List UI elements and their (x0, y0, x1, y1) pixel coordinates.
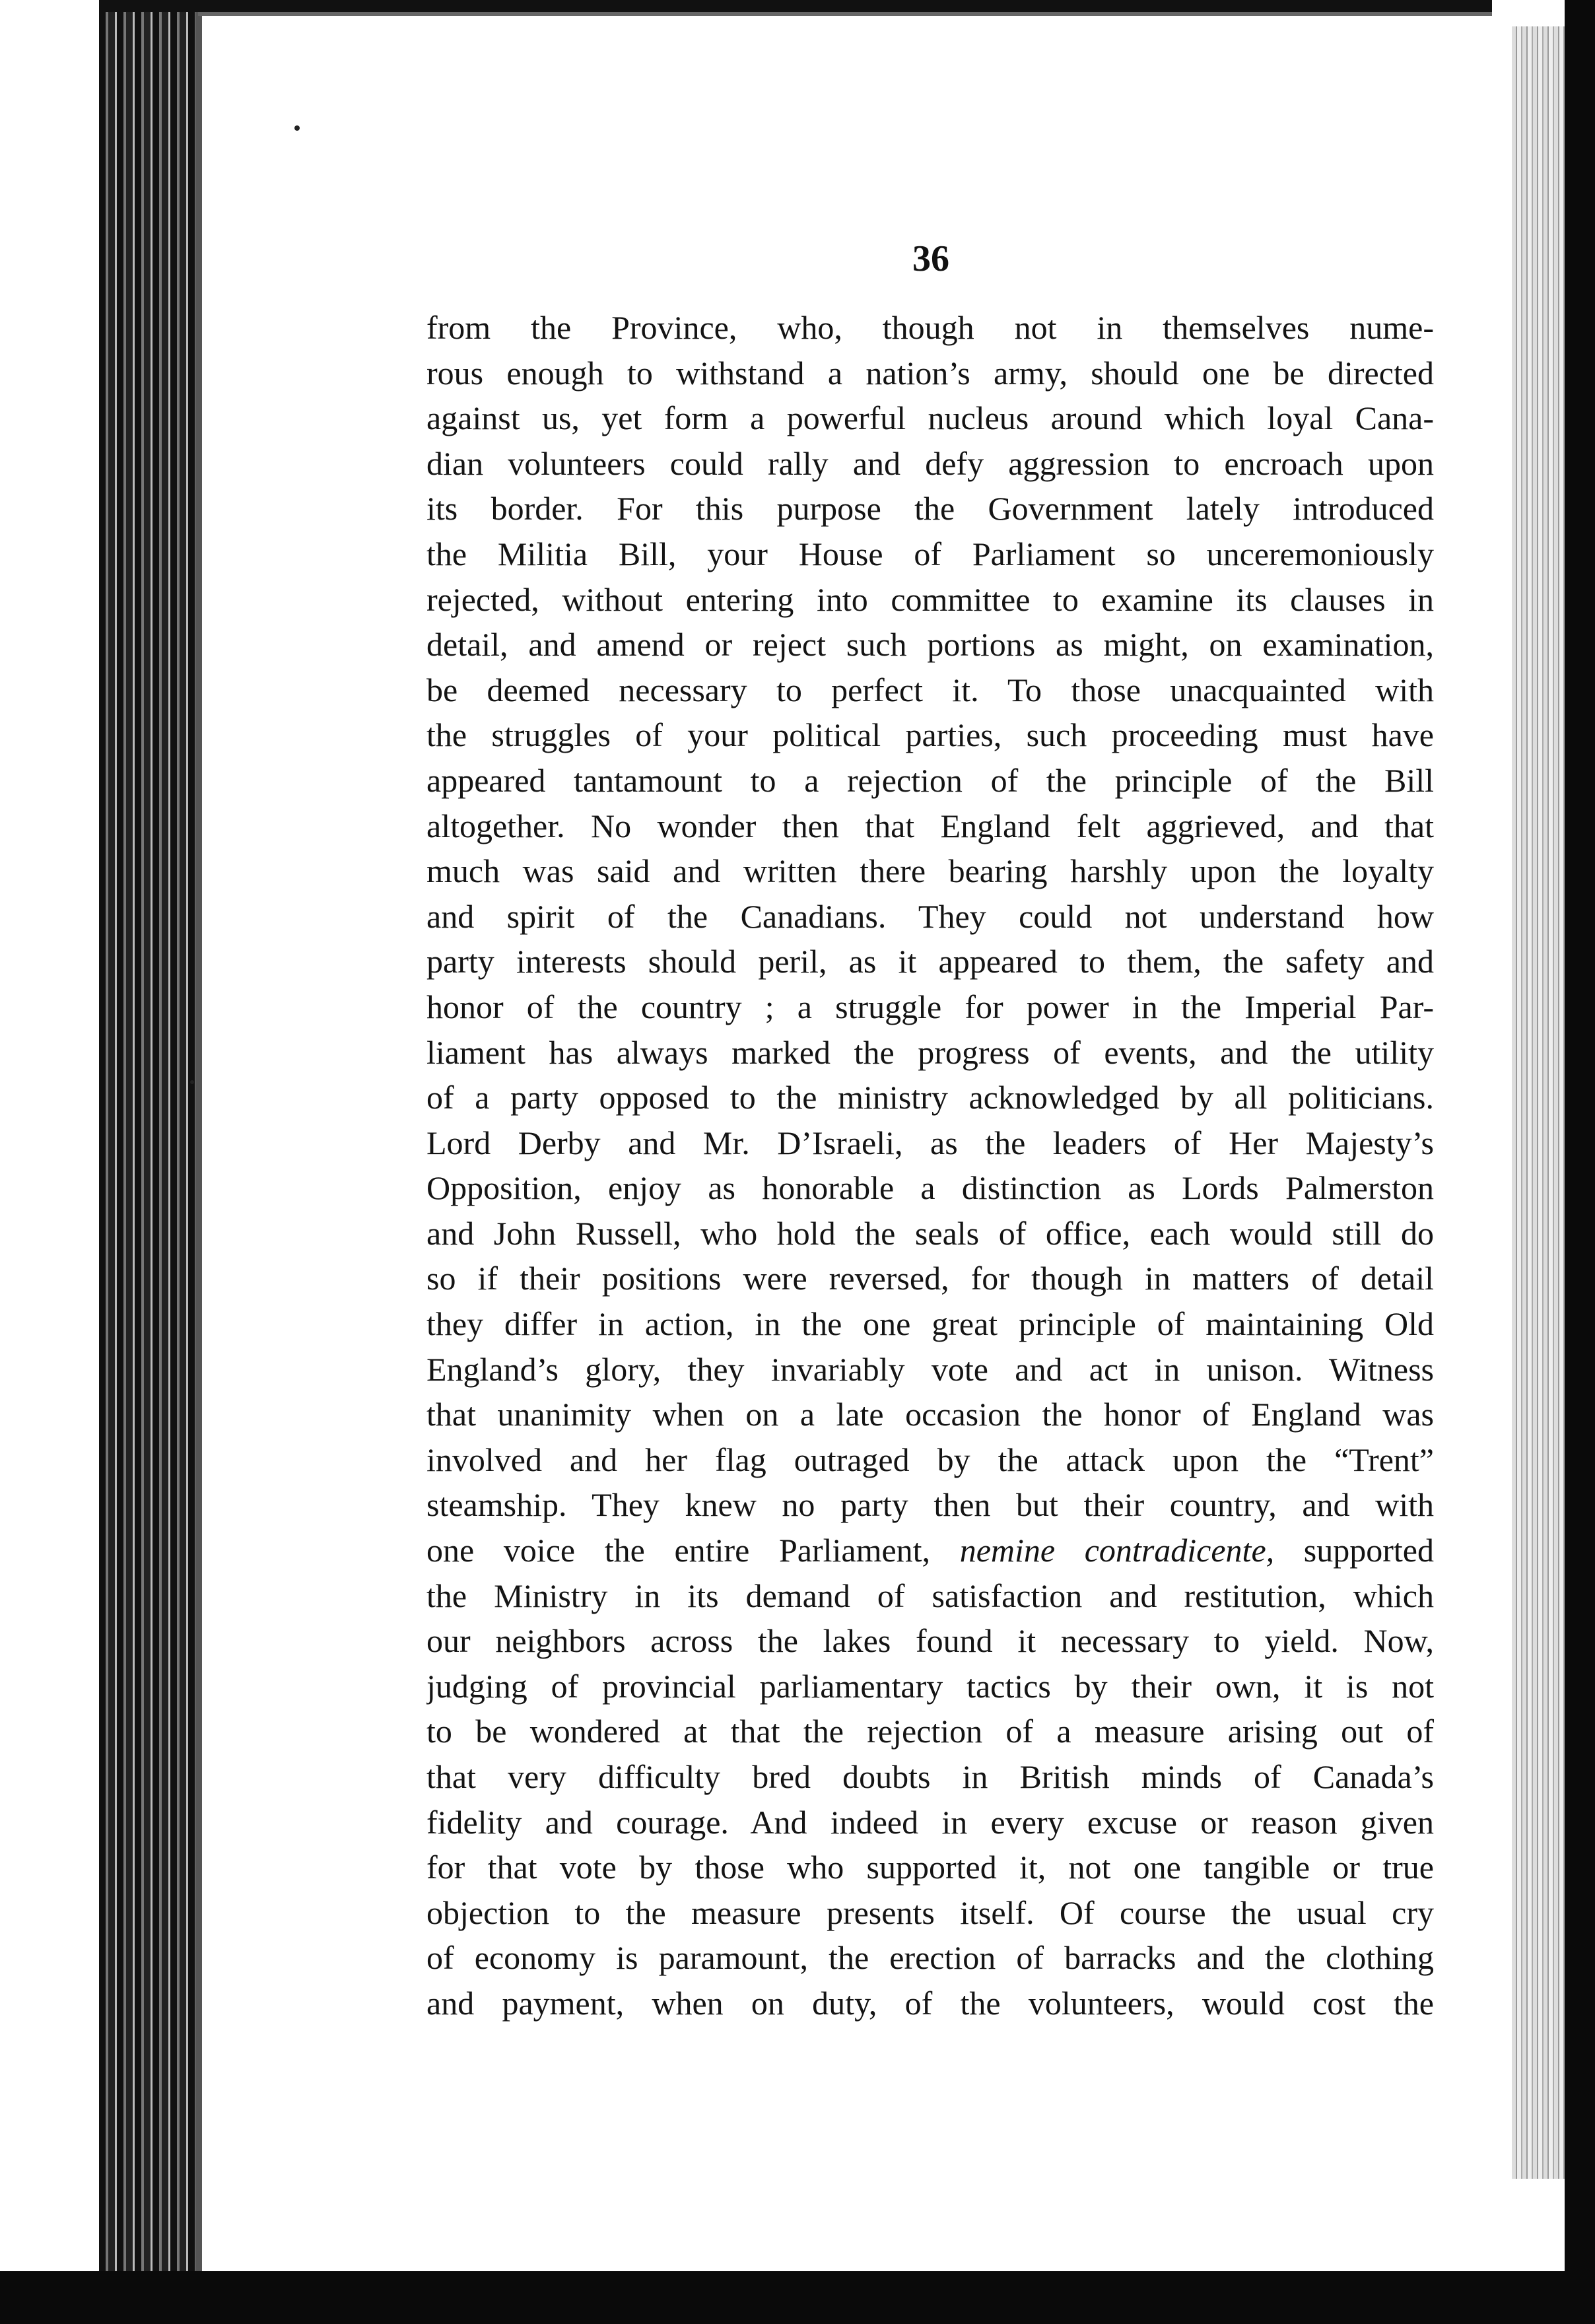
text-line: much was said and written there bearing harshly upon the loyalty (426, 852, 1434, 890)
text-line: party interests should peril, as it appeared to them, the safety and (426, 943, 1434, 980)
text-line: the Ministry in its demand of satisfaction and restitution, which (426, 1577, 1434, 1614)
text-line: rejected, without entering into committee to examine its clauses in (426, 580, 1434, 618)
bottom-scan-border (0, 2271, 1595, 2324)
text-line: they differ in action, in the one great principle of maintaining Old (426, 1305, 1434, 1343)
text-line: the Militia Bill, your House of Parliament so unceremoniously (426, 535, 1434, 572)
latin-phrase: nemine contradicente, (959, 1532, 1275, 1569)
text-line: and John Russell, who hold the seals of office, each would still do (426, 1214, 1434, 1252)
text-line: involved and her flag outraged by the attack upon the “Trent” (426, 1441, 1434, 1478)
text-line: its border. For this purpose the Government lately introduced (426, 490, 1434, 528)
text-line: objection to the measure presents itself. Of course the usual cry (426, 1894, 1434, 1931)
text-line: be deemed necessary to perfect it. To those unacquainted with (426, 671, 1434, 708)
text-line: honor of the country ; a struggle for power in the Imperial Par- (426, 988, 1434, 1025)
text-line: Opposition, enjoy as honorable a distinction as Lords Palmerston (426, 1169, 1434, 1207)
book-binding-shadow (99, 0, 198, 2271)
text-line: to be wondered at that the rejection of a measure arising out of (426, 1713, 1434, 1750)
text-fragment: supported (1274, 1532, 1434, 1569)
text-line: liament has always marked the progress of events, and the utility (426, 1033, 1434, 1071)
text-line: for that vote by those who supported it, not one tangible or true (426, 1849, 1434, 1886)
binding-edge-line (195, 0, 202, 2271)
text-line: and spirit of the Canadians. They could not understand how (426, 897, 1434, 935)
print-speck (190, 1080, 194, 1084)
text-line: Lord Derby and Mr. D’Israeli, as the leaders of Her Majesty’s (426, 1124, 1434, 1161)
text-line: that unanimity when on a late occasion the honor of England was (426, 1396, 1434, 1433)
text-line: detail, and amend or reject such portions as might, on examination, (426, 626, 1434, 664)
text-line: against us, yet form a powerful nucleus around which loyal Cana- (426, 399, 1434, 437)
page-edges-stack (1512, 26, 1565, 2179)
text-line: and payment, when on duty, of the volunteers, would cost the (426, 1984, 1434, 2022)
left-margin (0, 0, 99, 2324)
text-line: altogether. No wonder then that England felt aggrieved, and that (426, 807, 1434, 844)
text-line: dian volunteers could rally and defy aggression to encroach upon (426, 444, 1434, 482)
text-line: judging of provincial parliamentary tactics by their own, it is not (426, 1667, 1434, 1705)
text-line: of economy is paramount, the erection of barracks and the clothing (426, 1939, 1434, 1977)
right-scan-border (1565, 0, 1595, 2324)
text-line: appeared tantamount to a rejection of the principle of the Bill (426, 761, 1434, 799)
page-number: 36 (912, 238, 949, 279)
text-fragment: one voice the entire Parliament, (426, 1532, 960, 1569)
top-scan-border (99, 0, 1492, 12)
text-line: that very difficulty bred doubts in British minds of Canada’s (426, 1758, 1434, 1795)
text-line: from the Province, who, though not in themselves nume- (426, 309, 1434, 346)
print-speck (294, 125, 300, 131)
text-line: rous enough to withstand a nation’s army, should one be directed (426, 354, 1434, 392)
text-line: steamship. They knew no party then but their country, and with (426, 1486, 1434, 1524)
body-text (426, 305, 1434, 2026)
text-line: of a party opposed to the ministry acknowledged by all politicians. (426, 1079, 1434, 1116)
text-line: so if their positions were reversed, for though in matters of detail (426, 1260, 1434, 1297)
text-line: the struggles of your political parties, such proceeding must have (426, 716, 1434, 754)
text-line: fidelity and courage. And indeed in every excuse or reason given (426, 1803, 1434, 1841)
text-line: our neighbors across the lakes found it necessary to yield. Now, (426, 1622, 1434, 1660)
text-line: England’s glory, they invariably vote and act in unison. Witness (426, 1350, 1434, 1388)
text-line-with-italic (426, 1528, 1434, 1573)
top-scan-border-inner (198, 12, 1492, 16)
